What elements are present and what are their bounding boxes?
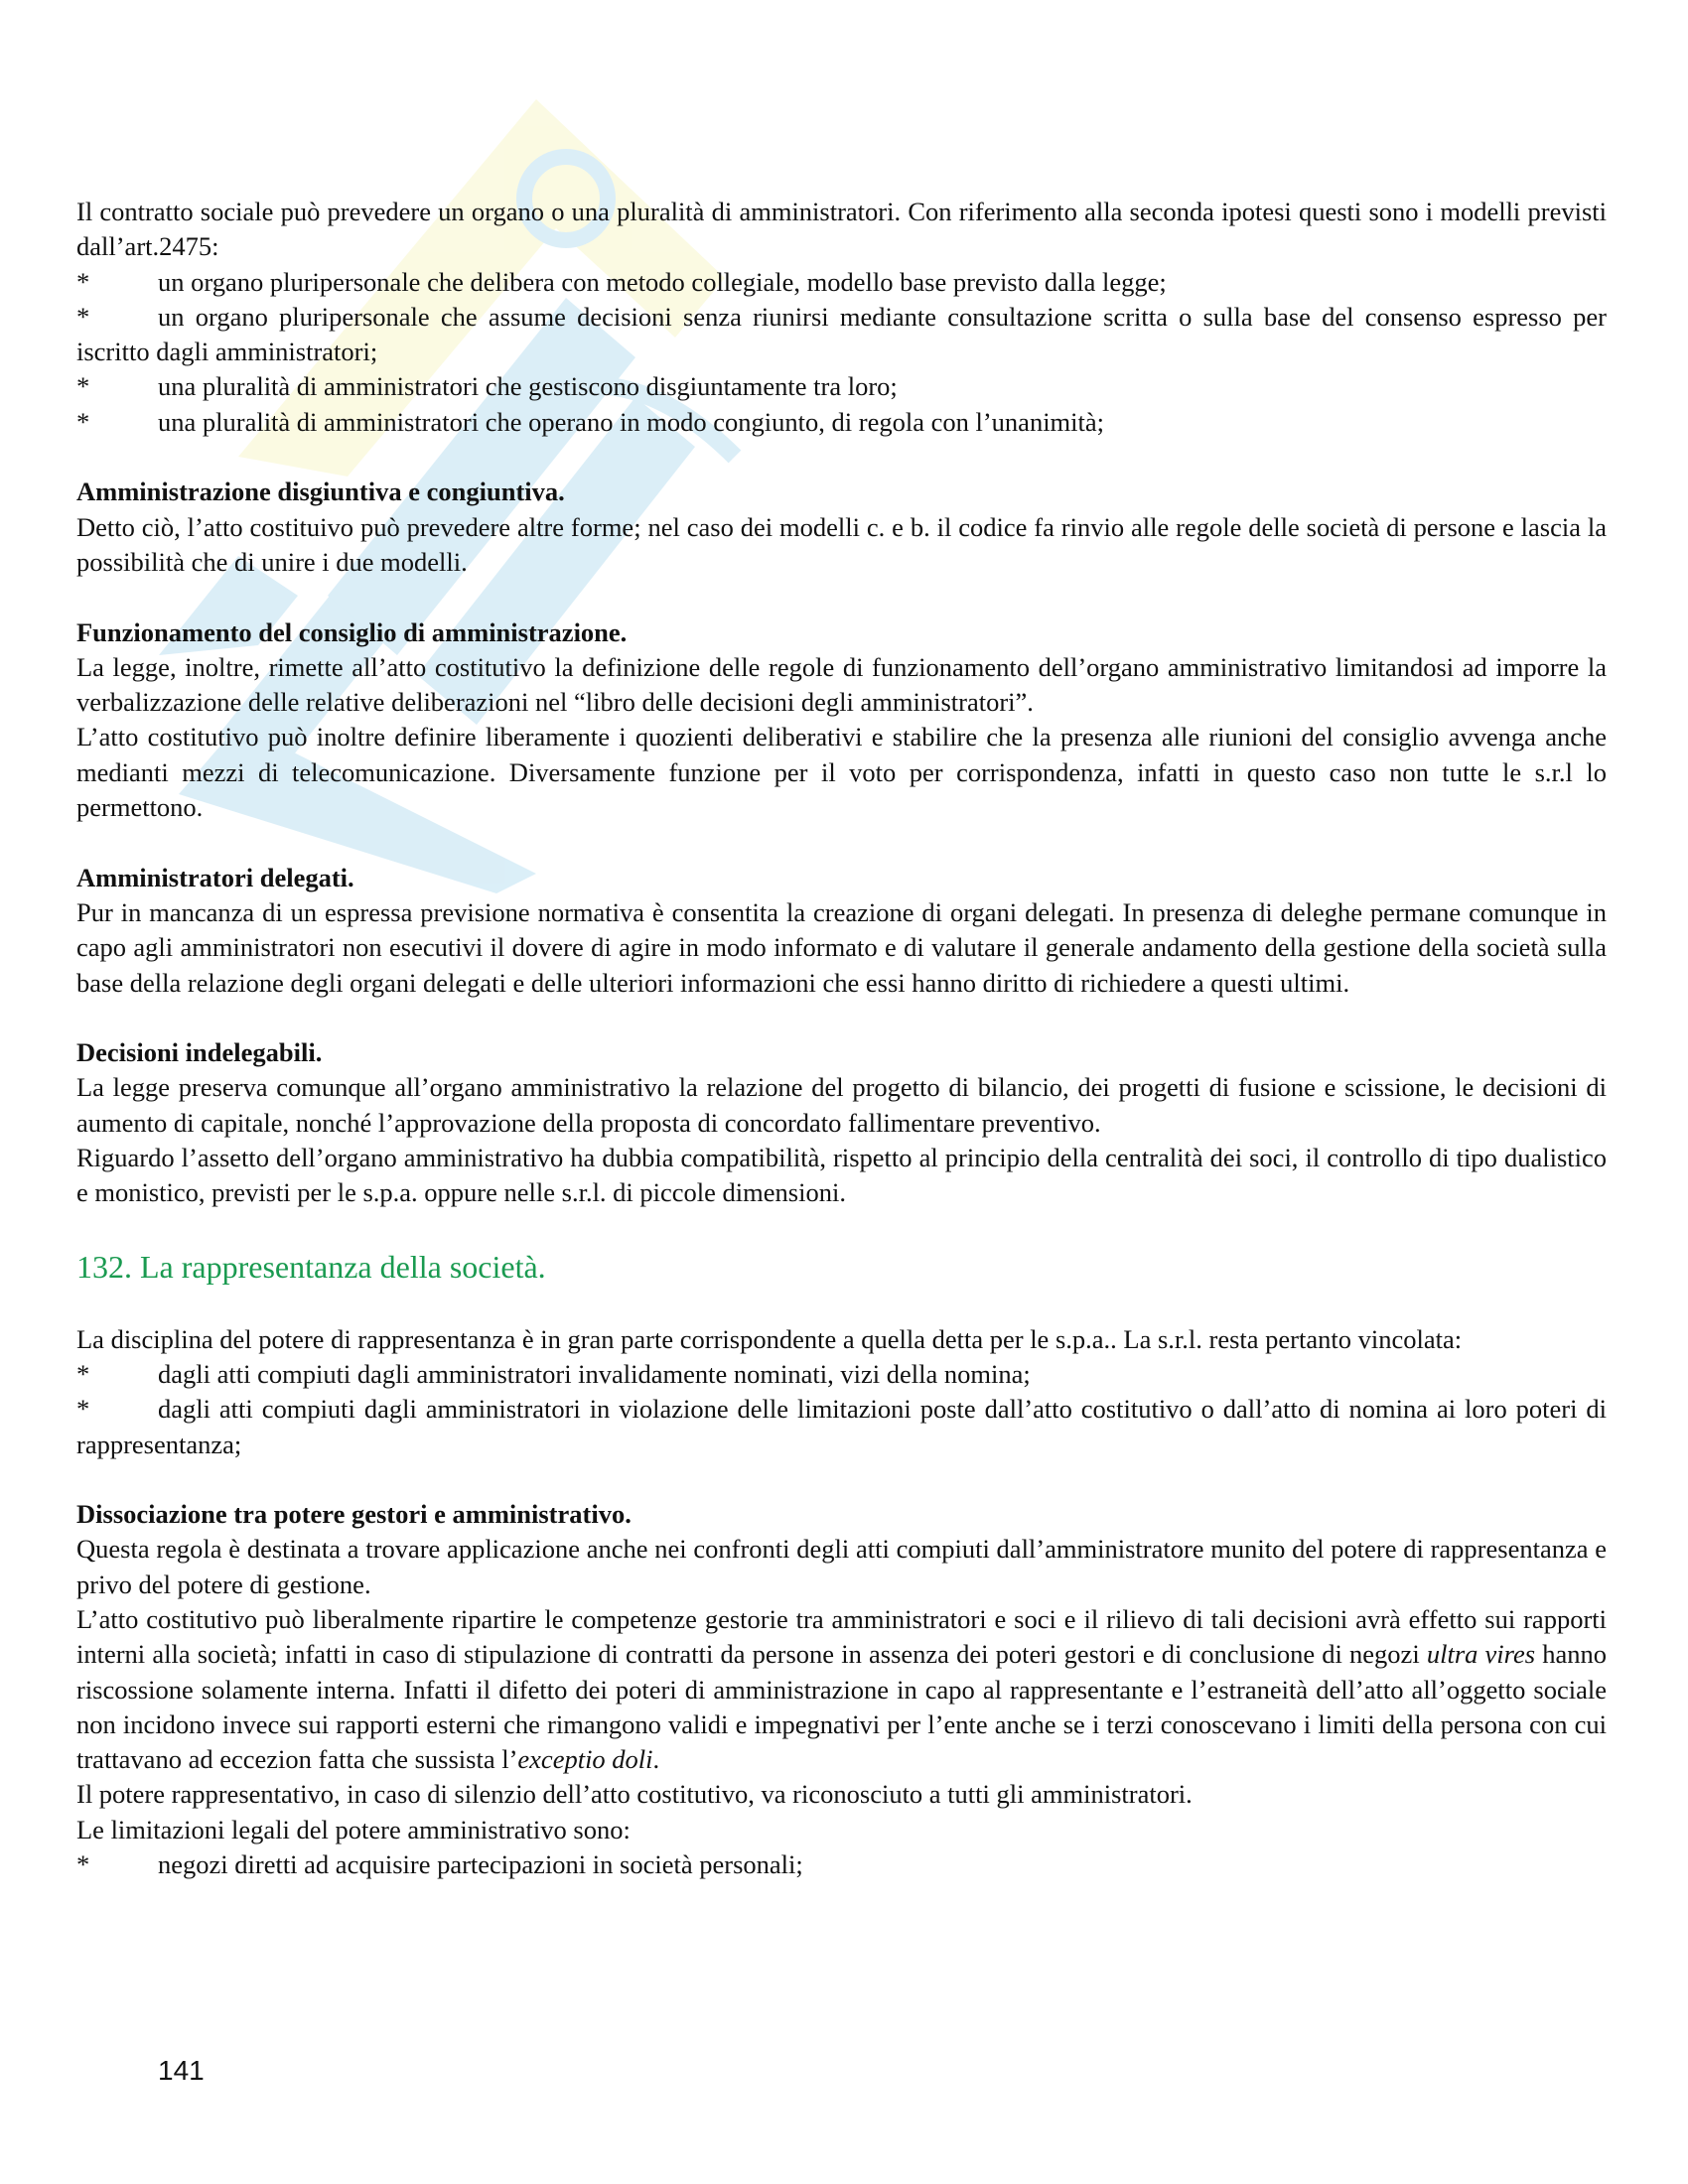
section-text: L’atto costitutivo può liberalmente ripartire le competenze gestorie tra amministratori e soci e il rilievo di tali decisioni avrà effetto sui rapporti interni alla società; infatti in caso di stipulazione di contratti da persone in assenza dei poteri gestori e di conclusione di negozi ultra vires hanno riscossione solamente interna. Infatti il difetto dei poteri di amministrazione in capo al rappresentante e l’estraneità dell’atto all’oggetto sociale non incidono invece sui rapporti esterni che rimangono validi e impegnativi per l’ente anche se i terzi conoscevano i limiti della persona con cui trattavano ad eccezion fatta che sussista l’exceptio doli. [76, 1603, 1607, 1775]
intro-paragraph: Il contratto sociale può prevedere un organo o una pluralità di amministratori. Con riferimento alla seconda ipotesi questi sono i modelli previsti dall’art.2475: [76, 197, 1607, 262]
bullet-marker: * [76, 371, 90, 402]
section-title-indelegabili: Decisioni indelegabili. [76, 1037, 323, 1068]
section-text: L’atto costitutivo può inoltre definire liberamente i quozienti deliberativi e stabilire che la presenza alle riunioni del consiglio avvenga anche medianti mezzi di telecomunicazione. Diversamente funzione per il voto per corrispondenza, infatti in questo caso non tutte le s.r.l lo permettono. [76, 722, 1607, 823]
bullet-marker: * [76, 266, 90, 297]
bullet-marker: * [76, 406, 90, 437]
section-text: Detto ciò, l’atto costituivo può prevedere altre forme; nel caso dei modelli c. e b. il codice fa rinvio alle regole delle società di persone e lascia la possibilità che di unire i due modelli. [76, 511, 1607, 577]
document-body [76, 195, 1607, 1882]
section-text: Pur in mancanza di un espressa previsione normativa è consentita la creazione di organi delegati. In presenza di deleghe permane comunque in capo agli amministratori non esecutivi il dovere di agire in modo informato e di valutare il generale andamento della gestione della società sulla base della relazione degli organi delegati e delle ulteriori informazioni che essi hanno diritto di richiedere a questi ultimi. [76, 896, 1607, 998]
section-text: Riguardo l’assetto dell’organo amministrativo ha dubbia compatibilità, rispetto al principio della centralità dei soci, il controllo di tipo dualistico e monistico, previsti per le s.p.a. oppure nelle s.r.l. di piccole dimensioni. [76, 1143, 1607, 1208]
section-text: La disciplina del potere di rappresentanza è in gran parte corrispondente a quella detta per le s.p.a.. La s.r.l. resta pertanto vincolata: [76, 1323, 1463, 1354]
list-item: * un organo pluripersonale che assume decisioni senza riunirsi mediante consultazione scritta o sulla base del consenso espresso per iscritto dagli amministratori; [76, 301, 1607, 367]
section-text: La legge preserva comunque all’organo amministrativo la relazione del progetto di bilancio, dei progetti di fusione e scissione, le decisioni di aumento di capitale, nonché l’approvazione della proposta di concordato fallimentare preventivo. [76, 1072, 1607, 1138]
bullet-marker: * [76, 1394, 90, 1425]
page-number: 141 [158, 2055, 205, 2086]
list-item: * negozi diretti ad acquisire partecipazioni in società personali; [76, 1847, 1607, 1882]
bullet-marker: * [76, 1358, 90, 1389]
bullet-marker: * [76, 1849, 90, 1880]
section-title-delegati: Amministratori delegati. [76, 862, 354, 892]
list-item: * una pluralità di amministratori che gestiscono disgiuntamente tra loro; [76, 369, 1607, 404]
section-title-consiglio: Funzionamento del consiglio di amministrazione. [76, 616, 628, 647]
list-item: * dagli atti compiuti dagli amministratori in violazione delle limitazioni poste dall’atto costitutivo o dall’atto di nomina ai loro poteri di rappresentanza; [76, 1394, 1607, 1459]
section-text: La legge, inoltre, rimette all’atto costitutivo la definizione delle regole di funzionamento dell’organo amministrativo limitandosi ad imporre la verbalizzazione delle relative deliberazioni nel “libro delle decisioni degli amministratori”. [76, 651, 1607, 718]
list-item: * dagli atti compiuti dagli amministratori invalidamente nominati, vizi della nomina; [76, 1357, 1607, 1392]
section-text: Le limitazioni legali del potere amministrativo sono: [76, 1814, 631, 1844]
bullet-marker: * [76, 301, 90, 332]
section-title-disgiuntiva: Amministrazione disgiuntiva e congiuntiva. [76, 477, 565, 507]
section-text: Questa regola è destinata a trovare applicazione anche nei confronti degli atti compiuti dall’amministratore munito del potere di rappresentanza e privo del potere di gestione. [76, 1534, 1607, 1599]
chapter-heading: 132. La rappresentanza della società. [76, 1248, 546, 1285]
section-text: Il potere rappresentativo, in caso di silenzio dell’atto costitutivo, va riconosciuto a tutti gli amministratori. [76, 1779, 1193, 1810]
list-item: * un organo pluripersonale che delibera con metodo collegiale, modello base previsto dalla legge; [76, 265, 1607, 300]
section-title-dissociazione: Dissociazione tra potere gestori e amministrativo. [76, 1499, 632, 1530]
list-item: * una pluralità di amministratori che operano in modo congiunto, di regola con l’unanimità; [76, 405, 1607, 440]
